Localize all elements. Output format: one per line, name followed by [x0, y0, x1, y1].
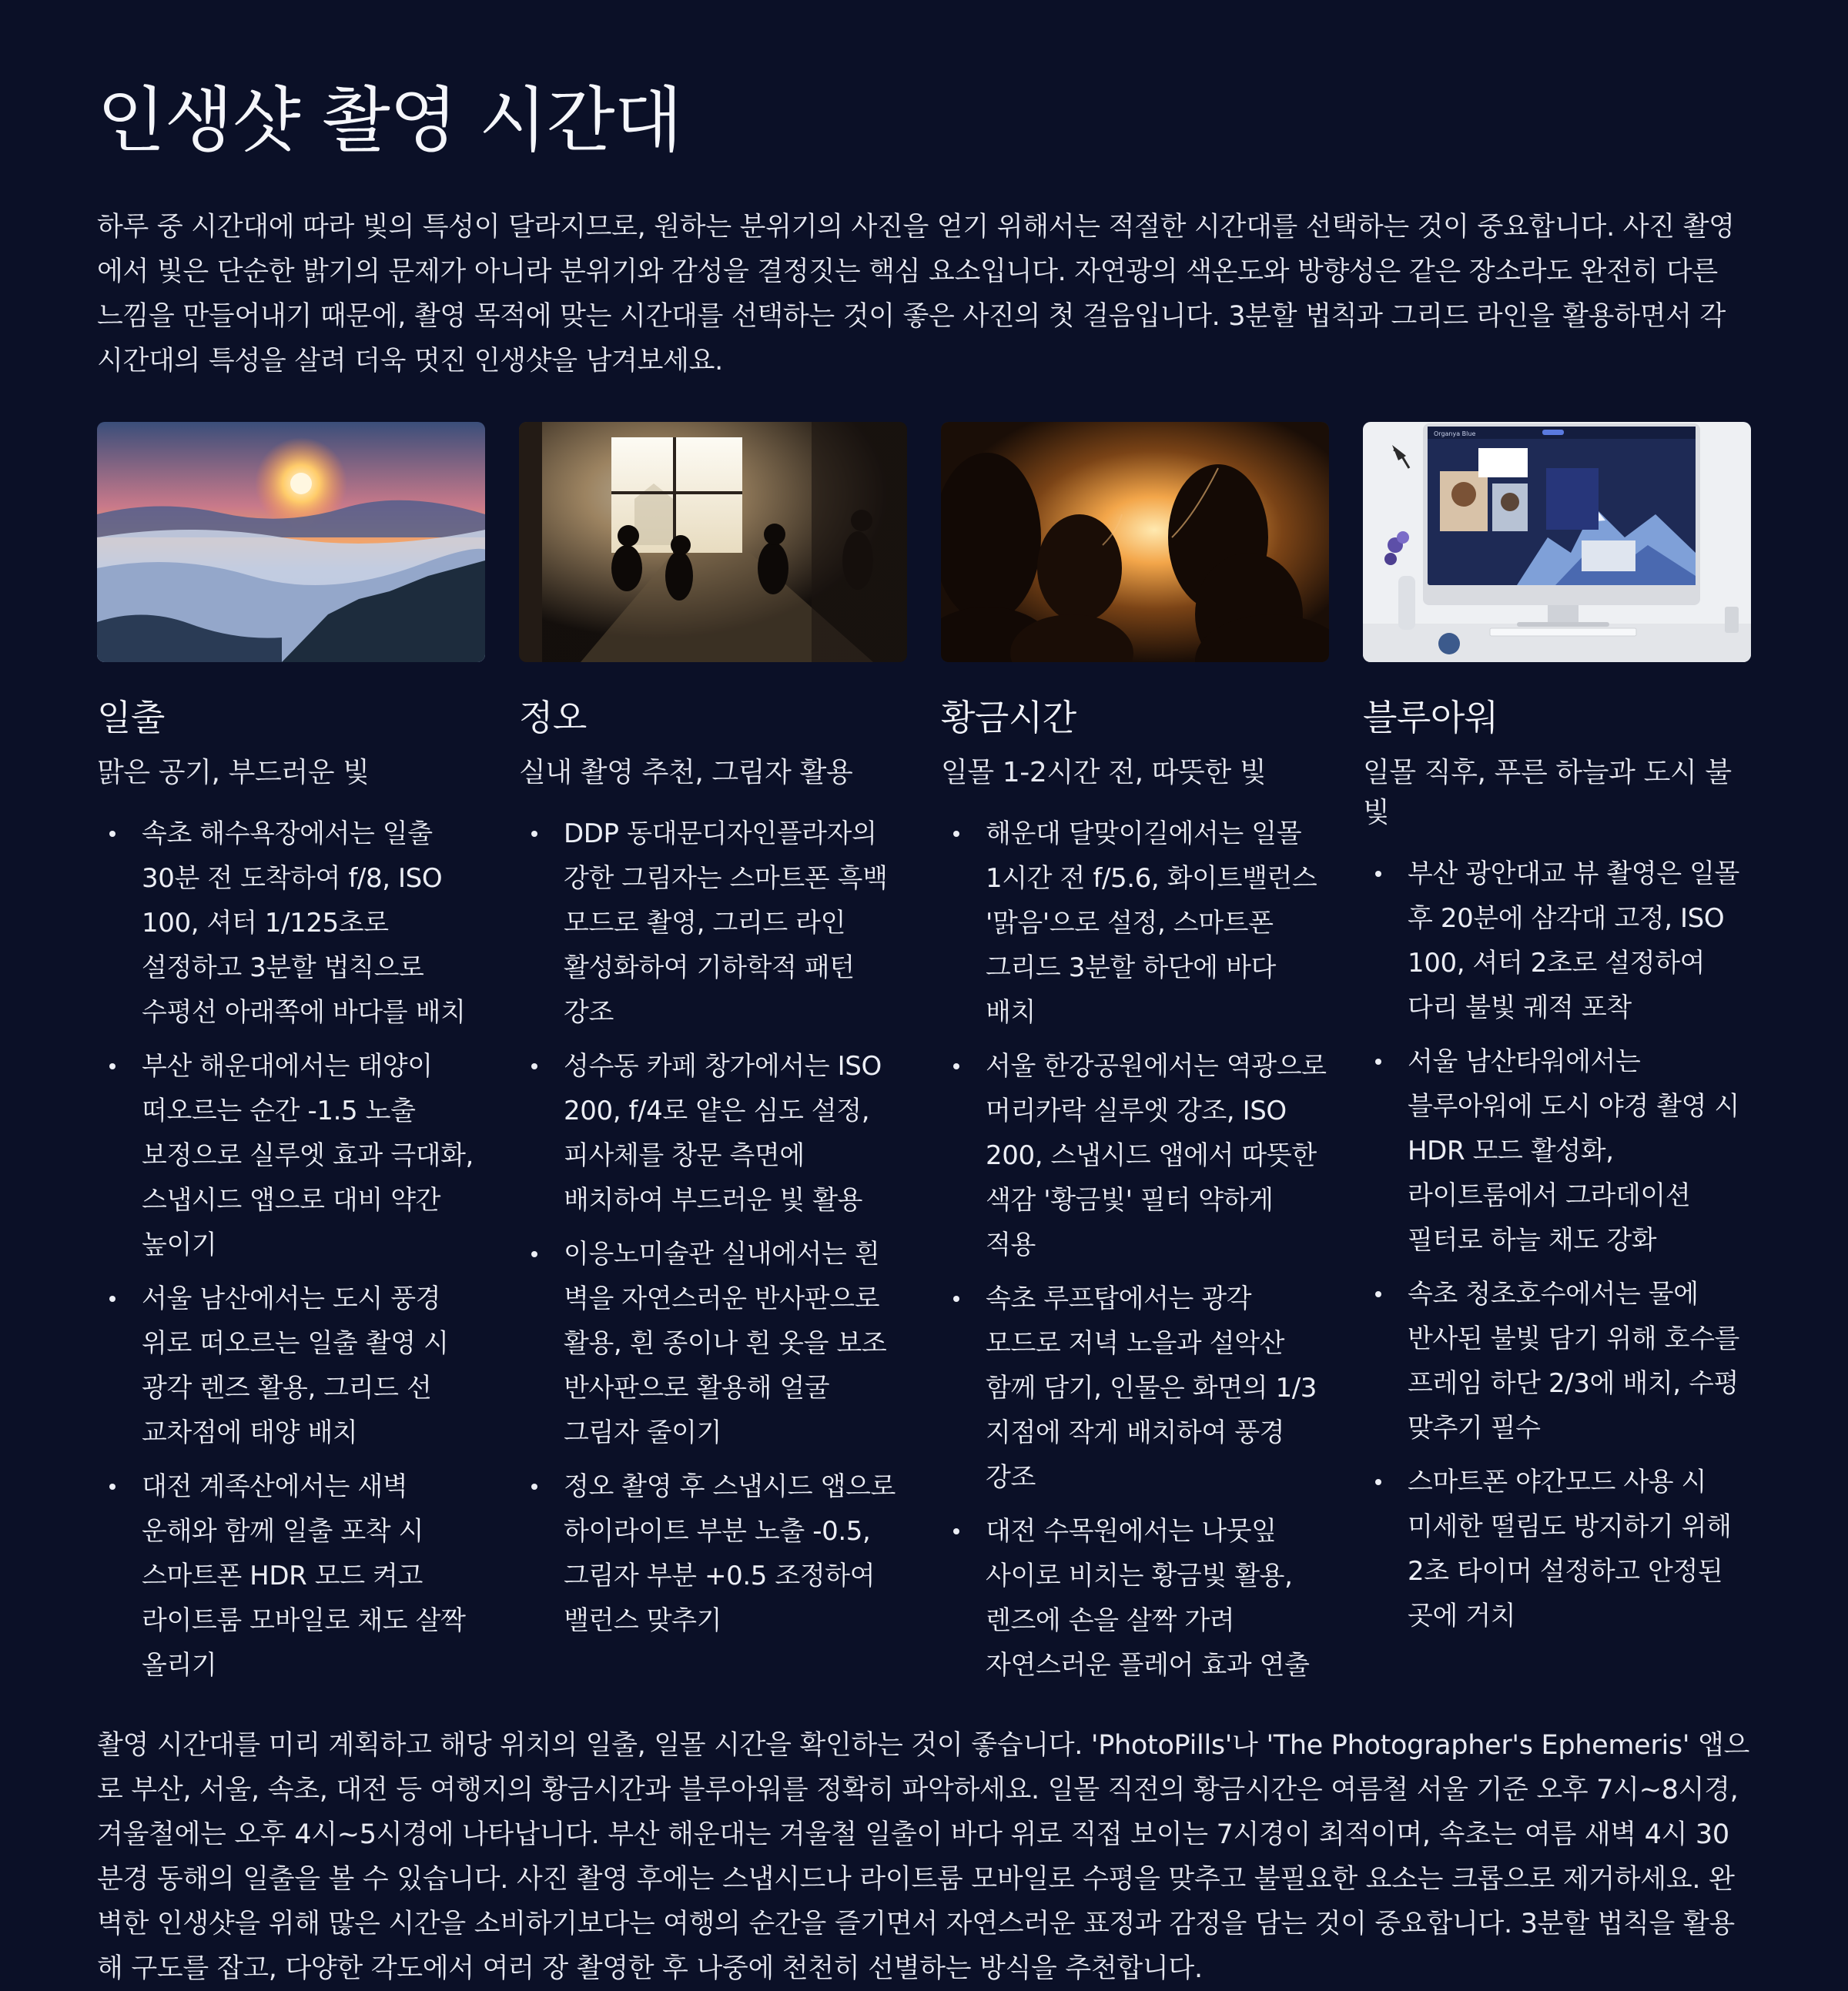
desktop-monitor-photo: [1363, 422, 1751, 662]
card-blue-hour: [1363, 422, 1751, 1697]
card-golden-hour: [941, 422, 1329, 1697]
list-item: 대전 계족산에서는 새벽 운해와 함께 일출 포착 시 스마트폰 HDR 모드 켜고 라이트룸 모바일로 채도 살짝 올리기: [142, 1464, 485, 1688]
card-subtitle: 일몰 직후, 푸른 하늘과 도시 불빛: [1363, 757, 1732, 828]
monitor-brand-text: Organya Blue: [1434, 430, 1476, 437]
card-noon: [519, 422, 907, 1697]
tip-list: [1363, 852, 1751, 1638]
intro-paragraph: 하루 중 시간대에 따라 빛의 특성이 달라지므로, 원하는 분위기의 사진을 얻기 위해서는 적절한 시간대를 선택하는 것이 중요합니다. 사진 촬영에서 빛은 단순한 밝기의 문제가 아니라 분위기와 감성을 결정짓는 핵심 요소입니다. 자연광의 색온도와 방향성은 같은 장소라도 완전히 다른 느낌을 만들어내기 때문에, 촬영 목적에 맞는 시간대를 선택하는 것이 좋은 사진의 첫 걸음입니다. 3분할 법칙과 그리드 라인을 활용하면서 각 시간대의 특성을 살려 더욱 멋진 인생샷을 남겨보세요.: [97, 212, 1735, 376]
card-subtitle: 일몰 1-2시간 전, 따뜻한 빛: [941, 757, 1267, 788]
golden-hour-silhouettes-photo: [941, 422, 1329, 662]
outro-paragraph: 촬영 시간대를 미리 계획하고 해당 위치의 일출, 일몰 시간을 확인하는 것이 좋습니다. 'PhotoPills'나 'The Photographer's Ephemeris' 앱으로 부산, 서울, 속초, 대전 등 여행지의 황금시간과 블루아워를 정확히 파악하세요. 일몰 직전의 황금시간은 여름철 서울 기준 오후 7시~8시경, 겨울철에는 오후 4시~5시경에 나타납니다. 부산 해운대는 겨울철 일출이 바다 위로 직접 보이는 7시경이 최적이며, 속초는 여름 새벽 4시 30분경 동해의 일출을 볼 수 있습니다. 사진 촬영 후에는 스냅시드나 라이트룸 모바일로 수평을 맞추고 불필요한 요소는 크롭으로 제거하세요. 완벽한 인생샷을 위해 많은 시간을 소비하기보다는 여행의 순간을 즐기면서 자연스러운 표정과 감정을 담는 것이 중요합니다. 3분할 법칙을 활용해 구도를 잡고, 다양한 각도에서 여러 장 촬영한 후 나중에 천천히 선별하는 방식을 추천합니다.: [97, 1730, 1749, 1984]
list-item: 성수동 카페 창가에서는 ISO 200, f/4로 얕은 심도 설정, 피사체를 창문 측면에 배치하여 부드러운 빛 활용: [564, 1044, 907, 1223]
card-title: 정오: [519, 697, 587, 738]
silhouettes-illustration: [941, 422, 1329, 662]
card-subtitle: 맑은 공기, 부드러운 빛: [97, 757, 370, 788]
list-item: 부산 해운대에서는 태양이 떠오르는 순간 -1.5 노출 보정으로 실루엣 효과 극대화, 스냅시드 앱으로 대비 약간 높이기: [142, 1044, 485, 1267]
sunrise-illustration: [97, 422, 485, 662]
list-item: 서울 남산타워에서는 블루아워에 도시 야경 촬영 시 HDR 모드 활성화, 라이트룸에서 그라데이션 필터로 하늘 채도 강화: [1408, 1039, 1751, 1263]
card-title: 일출: [97, 697, 165, 738]
list-item: 정오 촬영 후 스냅시드 앱으로 하이라이트 부분 노출 -0.5, 그림자 부분 +0.5 조정하여 밸런스 맞추기: [564, 1464, 907, 1643]
list-item: 서울 남산에서는 도시 풍경 위로 떠오르는 일출 촬영 시 광각 렌즈 활용, 그리드 선 교차점에 태양 배치: [142, 1277, 485, 1455]
list-item: 서울 한강공원에서는 역광으로 머리카락 실루엣 강조, ISO 200, 스냅시드 앱에서 따뜻한 색감 '황금빛' 필터 약하게 적용: [986, 1044, 1329, 1267]
monitor-illustration: [1363, 422, 1751, 662]
window-illustration: [519, 422, 907, 662]
tip-list: [97, 811, 485, 1688]
card-sunrise: [97, 422, 485, 1697]
list-item: DDP 동대문디자인플라자의 강한 그림자는 스마트폰 흑백 모드로 촬영, 그리드 라인 활성화하여 기하학적 패턴 강조: [564, 811, 907, 1035]
tip-list: [519, 811, 907, 1643]
page-title: 인생샷 촬영 시간대: [97, 79, 682, 162]
tip-list: [941, 811, 1329, 1688]
list-item: 해운대 달맞이길에서는 일몰 1시간 전 f/5.6, 화이트밸런스 '맑음'으로 설정, 스마트폰 그리드 3분할 하단에 바다 배치: [986, 811, 1329, 1035]
card-title: 블루아워: [1363, 697, 1498, 738]
card-subtitle: 실내 촬영 추천, 그림자 활용: [519, 757, 853, 788]
list-item: 대전 수목원에서는 나뭇잎 사이로 비치는 황금빛 활용, 렌즈에 손을 살짝 가려 자연스러운 플레어 효과 연출: [986, 1509, 1329, 1688]
time-of-day-cards: [97, 422, 1751, 1697]
card-title: 황금시간: [941, 697, 1076, 738]
musicians-by-window-photo: [519, 422, 907, 662]
list-item: 속초 루프탑에서는 광각 모드로 저녁 노을과 설악산 함께 담기, 인물은 화면의 1/3 지점에 작게 배치하여 풍경 강조: [986, 1277, 1329, 1500]
list-item: 이응노미술관 실내에서는 흰 벽을 자연스러운 반사판으로 활용, 흰 종이나 흰 옷을 보조 반사판으로 활용해 얼굴 그림자 줄이기: [564, 1232, 907, 1455]
list-item: 속초 해수욕장에서는 일출 30분 전 도착하여 f/8, ISO 100, 셔터 1/125초로 설정하고 3분할 법칙으로 수평선 아래쪽에 바다를 배치: [142, 811, 485, 1035]
sunrise-over-clouds-photo: [97, 422, 485, 662]
list-item: 스마트폰 야간모드 사용 시 미세한 떨림도 방지하기 위해 2초 타이머 설정하고 안정된 곳에 거치: [1408, 1460, 1751, 1638]
list-item: 부산 광안대교 뷰 촬영은 일몰 후 20분에 삼각대 고정, ISO 100, 셔터 2초로 설정하여 다리 불빛 궤적 포착: [1408, 852, 1751, 1030]
list-item: 속초 청초호수에서는 물에 반사된 불빛 담기 위해 호수를 프레임 하단 2/3에 배치, 수평 맞추기 필수: [1408, 1272, 1751, 1451]
